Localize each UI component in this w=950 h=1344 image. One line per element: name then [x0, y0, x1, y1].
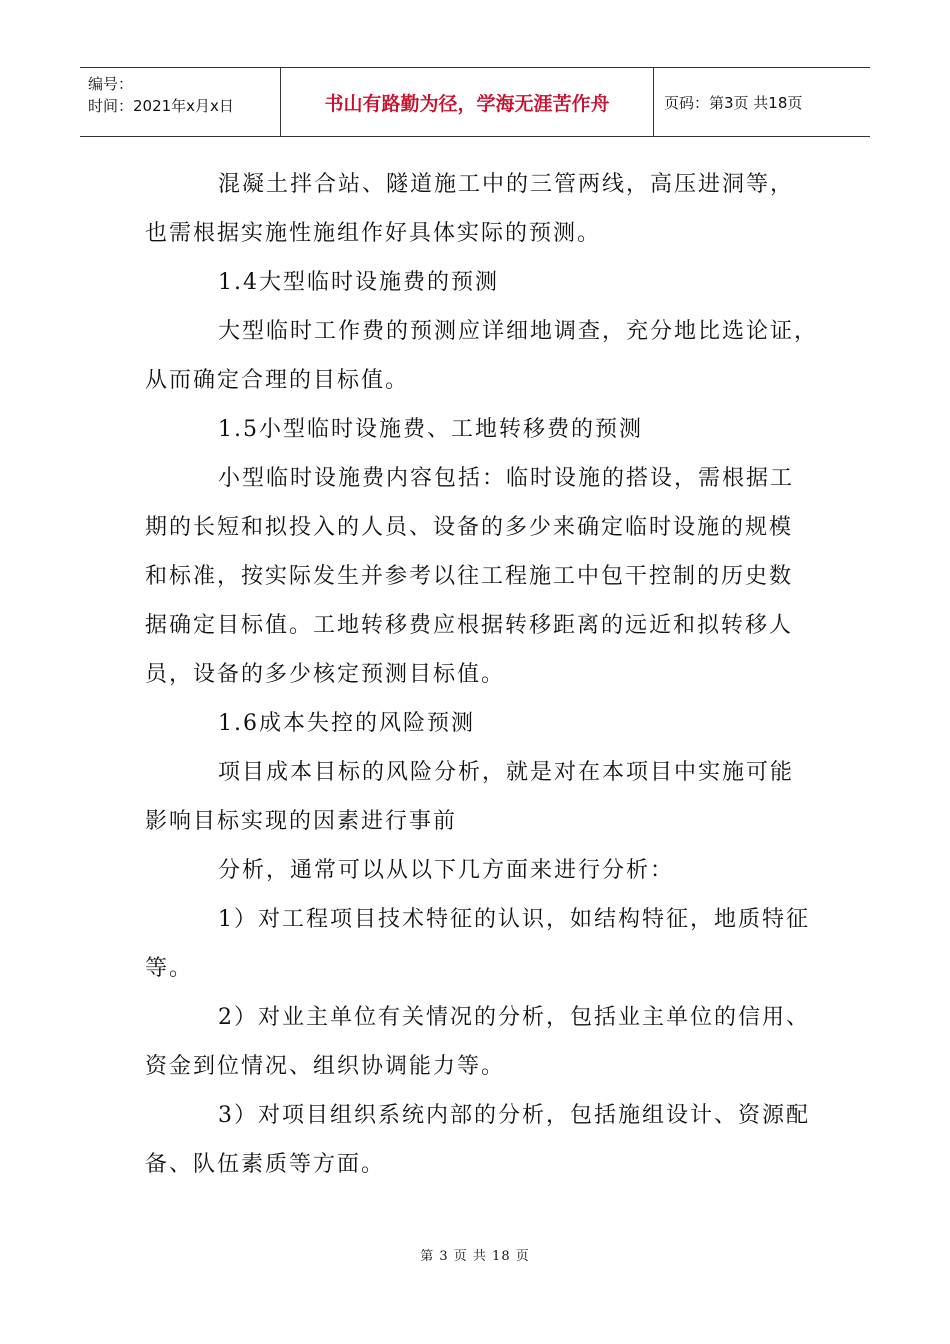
text-line: 小型临时设施费内容包括：临时设施的搭设，需根据工 — [218, 466, 795, 491]
text-line: 项目成本目标的风险分析，就是对在本项目中实施可能 — [218, 760, 795, 785]
section-heading-1-5: 1.5小型临时设施费、工地转移费的预测 — [218, 417, 643, 442]
text-line: 影响目标实现的因素进行事前 — [145, 809, 458, 834]
header-motto: 书山有路勤为径，学海无涯苦作舟 — [281, 68, 654, 136]
document-date-label: 时间：2021年x月x日 — [88, 97, 234, 115]
text-line: 员，设备的多少核定预测目标值。 — [145, 662, 506, 687]
text-line: 混凝土拌合站、隧道施工中的三管两线，高压进洞等， — [218, 172, 795, 197]
list-item-3: 3）对项目组织系统内部的分析，包括施组设计、资源配 — [218, 1103, 810, 1128]
header-meta — [80, 68, 281, 136]
text-line: 从而确定合理的目标值。 — [145, 368, 410, 393]
text-line: 等。 — [145, 956, 194, 981]
text-line: 据确定目标值。工地转移费应根据转移距离的远近和拟转移人 — [145, 613, 794, 638]
text-line: 资金到位情况、组织协调能力等。 — [145, 1054, 506, 1079]
body-text — [145, 160, 825, 1189]
header-page-number — [664, 68, 870, 136]
section-heading-1-4: 1.4大型临时设施费的预测 — [218, 270, 499, 295]
text-line: 备、队伍素质等方面。 — [145, 1152, 386, 1177]
text-line: 分析，通常可以从以下几方面来进行分析： — [218, 858, 675, 883]
header-page-label: 页码：第3页 共18页 — [664, 93, 803, 112]
section-heading-1-6: 1.6成本失控的风险预测 — [218, 711, 475, 736]
text-line: 也需根据实施性施组作好具体实际的预测。 — [145, 221, 602, 246]
page-header — [80, 67, 870, 137]
document-number-label: 编号： — [88, 75, 134, 93]
list-item-1: 1）对工程项目技术特征的认识，如结构特征，地质特征 — [218, 907, 810, 932]
text-line: 大型临时工作费的预测应详细地调查，充分地比选论证， — [218, 319, 819, 344]
list-item-2: 2）对业主单位有关情况的分析，包括业主单位的信用、 — [218, 1005, 810, 1030]
text-line: 期的长短和拟投入的人员、设备的多少来确定临时设施的规模 — [145, 515, 794, 540]
text-line: 和标准，按实际发生并参考以往工程施工中包干控制的历史数 — [145, 564, 794, 589]
page-footer: 第 3 页 共 18 页 — [420, 1249, 530, 1264]
